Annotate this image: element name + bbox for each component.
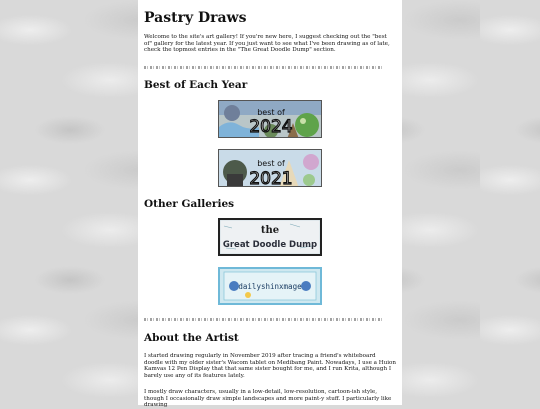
best-of-2021-banner[interactable] [218, 149, 322, 187]
banner-2021-line1: best of [257, 159, 285, 168]
site-title: Pastry Draws [144, 10, 247, 26]
daily-name: dailyshinxmage [238, 282, 302, 291]
content [144, 0, 397, 409]
doodle-the: the [260, 225, 280, 236]
banner-2024-line1: best of [257, 108, 285, 117]
divider [144, 318, 384, 321]
intro-text: Welcome to the site's art gallery! If you're new here, I suggest checking out the "best of" gallery for the latest year. If you just want to see what I've been drawing as of late, check the topmost entries in the "The Great Doodle Dump" section. [144, 34, 390, 54]
best-section-title: Best of Each Year [144, 79, 248, 91]
page-column [138, 0, 402, 409]
doodle-dump-banner[interactable] [218, 218, 322, 256]
about-section-title: About the Artist [144, 332, 239, 344]
about-paragraph-2: I mostly draw characters, usually in a low-detail, low-resolution, cartoon-ish style, though I occasionally draw simple landscapes and more paint-y stuff. I particularly like drawing [144, 389, 392, 409]
daily-shinx-banner[interactable] [218, 267, 322, 305]
banner-2024-year: 2024 [249, 117, 293, 137]
best-of-2024-banner[interactable] [218, 100, 322, 138]
banner-2021-year: 2021 [249, 169, 293, 187]
doodle-name: Great Doodle Dump [222, 240, 318, 250]
other-section-title: Other Galleries [144, 198, 235, 210]
about-paragraph-1: I started drawing regularly in November 2019 after tracing a friend's whiteboard doodle with my older sister's Wacom tablet on Medibang Paint. Nowadays, I use a Huion Kamvas 12 Pen Display that that same sister bought for me, and I run Krita, although I barely use any of its features lately. [144, 353, 397, 379]
divider [144, 66, 384, 69]
